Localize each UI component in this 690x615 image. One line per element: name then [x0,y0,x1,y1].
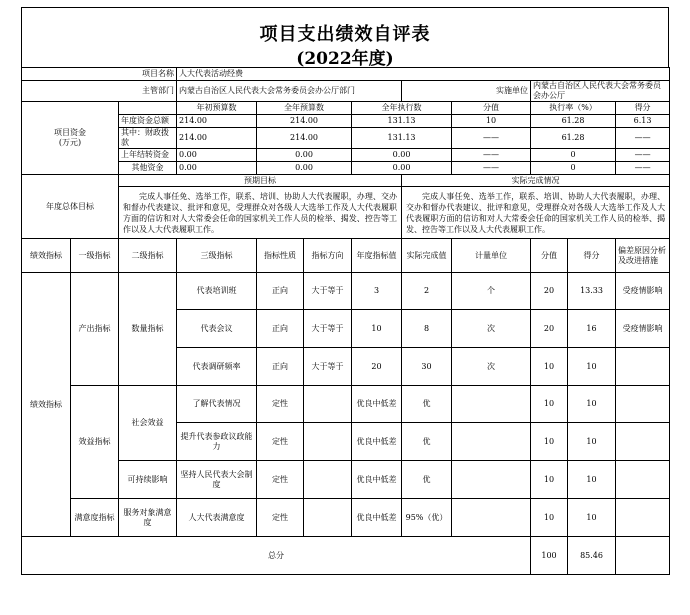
funds-row-init: 214.00 [177,128,257,149]
indicator-name: 代表会议 [177,310,257,348]
indicator-header: 指标性质 [257,239,304,273]
funds-row-score: 6.13 [616,115,670,128]
indicator-name: 坚持人民代表大会制度 [177,461,257,499]
funds-row-exec: 131.13 [352,115,452,128]
dept-value: 内蒙古自治区人民代表大会常务委员会办公厅部门 [177,81,402,102]
funds-row-rate: 61.28 [531,115,616,128]
funds-row-exec: 0.00 [352,162,452,175]
title-block [21,7,669,67]
goals-section-label: 年度总体目标 [22,175,119,239]
indicator-header: 得分 [568,239,616,273]
indicator-nature: 定性 [257,461,304,499]
indicator-nature: 正向 [257,273,304,310]
indicator-direction [304,386,352,423]
funds-row-label: 其中：财政拨款 [119,128,177,149]
indicator-nature: 定性 [257,499,304,537]
funds-row [22,162,670,175]
indicator-nature: 定性 [257,386,304,423]
indicator-header: 偏差原因分析及改进措施 [616,239,670,273]
indicator-score: 13.33 [568,273,616,310]
indicator-score-val: 10 [531,499,568,537]
project-name-row [22,68,670,81]
funds-header-full: 全年预算数 [257,102,352,115]
indicator-target: 优良中低差 [352,461,402,499]
indicator-unit [452,461,531,499]
indicator-note [616,348,670,386]
indicator-header: 指标方向 [304,239,352,273]
funds-header-row [22,102,670,115]
indicator-actual: 95%（优） [402,499,452,537]
level1-output: 产出指标 [71,273,119,386]
project-name-value: 人大代表活动经费 [177,68,670,81]
indicator-direction: 大于等于 [304,273,352,310]
funds-row-score-val: 10 [452,115,531,128]
level2-quantity: 数量指标 [119,273,177,386]
indicator-score: 16 [568,310,616,348]
funds-row-label: 其他资金 [119,162,177,175]
indicator-score: 10 [568,348,616,386]
indicator-note [616,461,670,499]
dept-label: 主管部门 [22,81,177,102]
impl-value: 内蒙古自治区人民代表大会常务委员会办公厅 [531,81,670,102]
funds-row-score: —— [616,128,670,149]
level2-sustainable: 可持续影响 [119,461,177,499]
goals-actual-label: 实际完成情况 [402,175,670,187]
funds-row-score-val: —— [452,149,531,162]
funds-row-init: 0.00 [177,162,257,175]
funds-row [22,128,670,149]
indicator-actual: 30 [402,348,452,386]
indicator-target: 20 [352,348,402,386]
indicator-note [616,499,670,537]
page-subtitle: (2022年度) [296,49,394,69]
funds-row [22,149,670,162]
indicator-row [22,461,670,499]
indicator-header: 分值 [531,239,568,273]
indicator-header: 年度指标值 [352,239,402,273]
indicator-direction: 大于等于 [304,310,352,348]
indicator-score: 10 [568,499,616,537]
indicator-direction [304,461,352,499]
total-note [616,537,670,575]
indicator-unit [452,499,531,537]
indicator-header: 计量单位 [452,239,531,273]
funds-row-score-val: —— [452,162,531,175]
funds-row-label: 年度资金总额 [119,115,177,128]
indicator-score-val: 10 [531,461,568,499]
level1-benefit: 效益指标 [71,386,119,499]
dept-row [22,81,670,102]
funds-header-rate: 执行率（%） [531,102,616,115]
indicator-score: 10 [568,461,616,499]
indicator-target: 10 [352,310,402,348]
funds-row-exec: 131.13 [352,128,452,149]
indicator-row [22,386,670,423]
total-score: 85.46 [568,537,616,575]
goals-expected-text: 完成人事任免、选举工作，联系、培训、协助人大代表履职，办理、交办和督办代表建议、批评和意见，受理群众对各级人大选举工作及人大代表履职方面的信访和对人大常委会任命的国家机关工作人员的检举、揭发、控告等工作以及人大代表履职工作。 [119,187,402,239]
funds-header-score-val: 分值 [452,102,531,115]
funds-section-label: 项目资金 (万元) [22,102,119,175]
funds-row-rate: 61.28 [531,128,616,149]
level2-service-satisfaction: 服务对象满意度 [119,499,177,537]
indicator-note: 受疫情影响 [616,310,670,348]
indicator-score-val: 10 [531,386,568,423]
indicator-nature: 正向 [257,348,304,386]
indicator-score: 10 [568,386,616,423]
indicator-actual: 8 [402,310,452,348]
indicator-header: 绩效指标 [22,239,71,273]
level1-satisfaction: 满意度指标 [71,499,119,537]
indicator-score-val: 10 [531,348,568,386]
indicator-target: 优良中低差 [352,499,402,537]
indicator-nature: 定性 [257,423,304,461]
indicator-target: 3 [352,273,402,310]
evaluation-sheet [21,7,669,587]
indicator-note [616,386,670,423]
project-name-label: 项目名称 [22,68,177,81]
indicator-name: 代表培训班 [177,273,257,310]
indicator-note: 受疫情影响 [616,273,670,310]
indicator-header: 二级指标 [119,239,177,273]
funds-row-init: 214.00 [177,115,257,128]
funds-row-full: 214.00 [257,128,352,149]
indicator-target: 优良中低差 [352,386,402,423]
funds-row-rate: 0 [531,149,616,162]
funds-header-exec: 全年执行数 [352,102,452,115]
indicator-unit [452,386,531,423]
indicator-name: 了解代表情况 [177,386,257,423]
indicator-nature: 正向 [257,310,304,348]
funds-row-full: 0.00 [257,149,352,162]
indicator-note [616,423,670,461]
total-label: 总分 [22,537,531,575]
goals-expected-label: 预期目标 [119,175,402,187]
indicator-name: 代表调研频率 [177,348,257,386]
indicator-header-row [22,239,670,273]
evaluation-table [21,67,670,575]
funds-row-score: —— [616,149,670,162]
indicator-direction [304,499,352,537]
indicator-actual: 2 [402,273,452,310]
total-score-val: 100 [531,537,568,575]
level2-social: 社会效益 [119,386,177,461]
funds-row [22,115,670,128]
indicator-score-val: 10 [531,423,568,461]
indicator-score-val: 20 [531,273,568,310]
indicator-score-val: 20 [531,310,568,348]
funds-row-score-val: —— [452,128,531,149]
goals-header-row [22,175,670,187]
funds-row-init: 0.00 [177,149,257,162]
indicator-name: 人大代表满意度 [177,499,257,537]
funds-row-rate: 0 [531,162,616,175]
indicator-name: 提升代表参政议政能力 [177,423,257,461]
page-title: 项目支出绩效自评表 [259,24,431,45]
funds-header-score: 得分 [616,102,670,115]
indicator-section-label: 绩效指标 [22,273,71,537]
indicator-unit: 次 [452,348,531,386]
indicator-target: 优良中低差 [352,423,402,461]
funds-row-exec: 0.00 [352,149,452,162]
indicator-header: 实际完成值 [402,239,452,273]
indicator-score: 10 [568,423,616,461]
goals-text-row [22,187,670,239]
indicator-header: 一级指标 [71,239,119,273]
funds-row-full: 214.00 [257,115,352,128]
funds-header-blank [119,102,177,115]
indicator-actual: 优 [402,423,452,461]
indicator-unit: 次 [452,310,531,348]
indicator-row [22,273,670,310]
indicator-unit [452,423,531,461]
indicator-direction: 大于等于 [304,348,352,386]
indicator-actual: 优 [402,461,452,499]
indicator-unit: 个 [452,273,531,310]
funds-header-init: 年初预算数 [177,102,257,115]
indicator-actual: 优 [402,386,452,423]
impl-label: 实施单位 [402,81,531,102]
funds-row-label: 上年结转资金 [119,149,177,162]
total-row [22,537,670,575]
goals-actual-text: 完成人事任免、选举工作，联系、培训、协助人大代表履职，办理、交办和督办代表建议、批评和意见，受理群众对各级人大选举工作及人大代表履职方面的信访和对人大常委会任命的国家机关工作人员的检举、揭发、控告等工作以及人大代表履职工作。 [402,187,670,239]
funds-row-score: —— [616,162,670,175]
indicator-header: 三级指标 [177,239,257,273]
indicator-row [22,499,670,537]
indicator-direction [304,423,352,461]
funds-row-full: 0.00 [257,162,352,175]
